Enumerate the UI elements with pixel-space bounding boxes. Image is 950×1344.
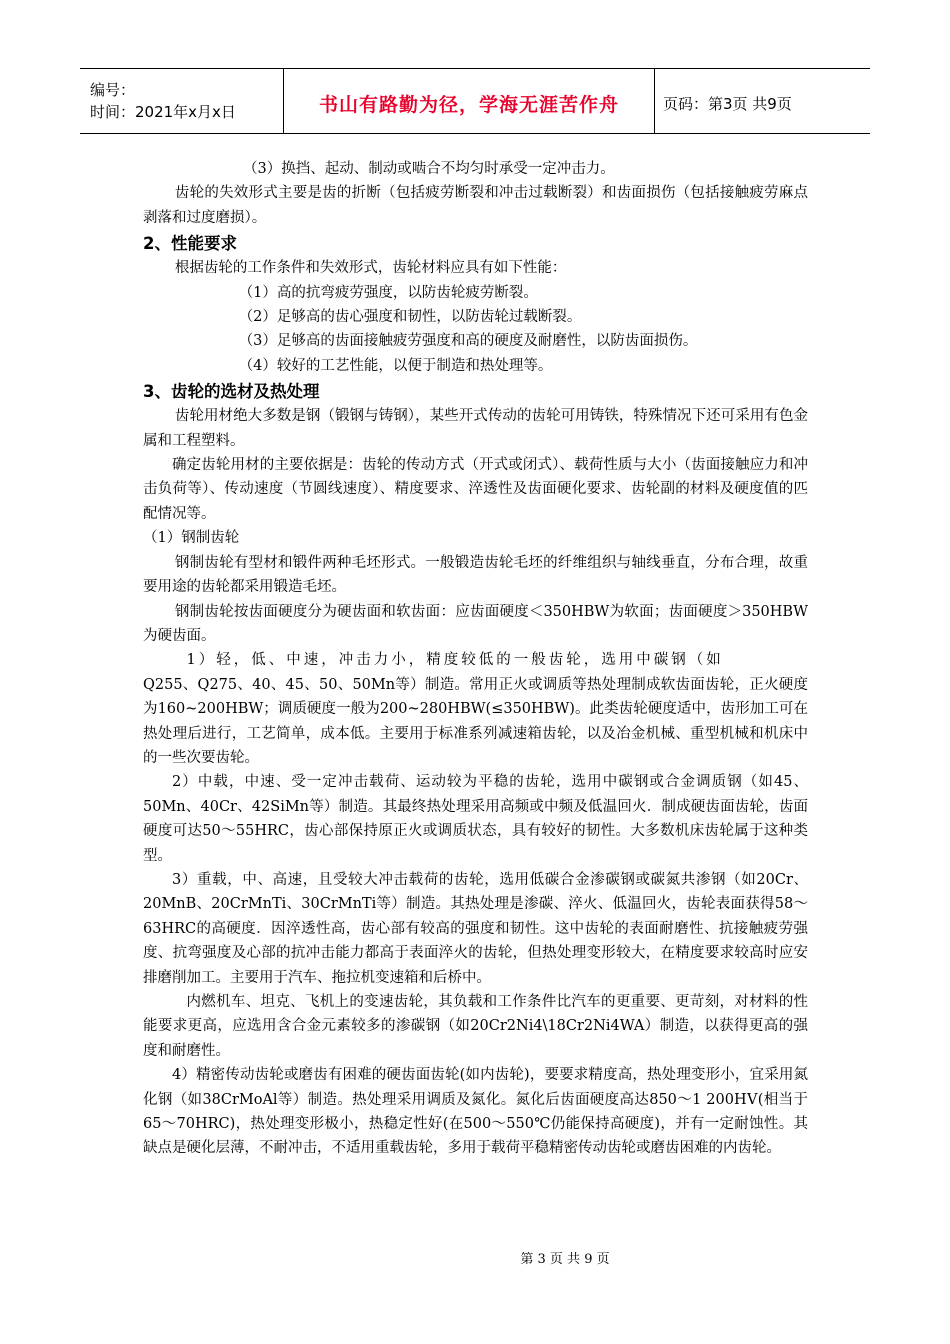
list-item: （4）较好的工艺性能，以便于制造和热处理等。 xyxy=(238,357,553,374)
paragraph: 1）轻，低、中速，冲击力小，精度较低的一般齿轮，选用中碳钢（如 xyxy=(186,652,724,669)
paragraph: 4）精密传动齿轮或磨齿有困难的硬齿面齿轮(如内齿轮)，要要求精度高，热处理变形小，宜采用氮化钢（如38CrMoAl等）制造。热处理采用调质及氮化。氮化后齿面硬度高达850～1 200HⅤ(相当于65～70HRC)，热处理变形极小，热稳定性好(在500～550℃仍能保持高硬度)，并有一定耐蚀性。其缺点是硬化层薄，不耐冲击，不适用重载齿轮，多用于载荷平稳精密传动齿轮或磨齿困难的内齿轮。 xyxy=(143,1067,808,1157)
paragraph: 齿轮用材绝大多数是钢（锻钢与铸钢），某些开式传动的齿轮可用铸铁，特殊情况下还可采用有色金属和工程塑料。 xyxy=(143,408,808,449)
date-label: 时间：2021年x月x日 xyxy=(90,103,236,121)
paragraph: 内燃机车、坦克、飞机上的变速齿轮，其负载和工作条件比汽车的更重要、更苛刻，对材料的性能要求更高，应选用含合金元素较多的渗碳钢（如20Cr2Ni4\18Cr2Ni4WA）制造，以获得更高的强度和耐磨性。 xyxy=(143,994,808,1059)
paragraph: 钢制齿轮有型材和锻件两种毛坯形式。一般锻造齿轮毛坯的纤维组织与轴线垂直，分布合理，故重要用途的齿轮都采用锻造毛坯。 xyxy=(143,554,808,596)
paragraph: 根据齿轮的工作条件和失效形式，齿轮材料应具有如下性能： xyxy=(174,260,567,277)
paragraph: Q255、Q275、40、45、50、50Mn等）制造。常用正火或调质等热处理制成软齿面齿轮，正火硬度为160~200HBW；调质硬度一般为200~280HBW(≤350HBW)。此类齿轮硬度适中，齿形加工可在热处理后进行，工艺简单，成本低。主要用于标准系列减速箱齿轮，以及冶金机械、重型机械和机床中的一些次要齿轮。 xyxy=(143,676,808,766)
paragraph: 3）重载，中、高速，且受较大冲击载荷的齿轮，选用低碳合金渗碳钢或碳氮共渗钢（如20Cr、20MnB、20CrMnTi、30CrMnTi等）制造。其热处理是渗碳、淬火、低温回火，齿轮表面获得58～63HRC的高硬度．因淬透性高，齿心部有较高的强度和韧性。这中齿轮的表面耐磨性、抗接触疲劳强度、抗弯强度及心部的抗冲击能力都高于表面淬火的齿轮，但热处理变形较大，在精度要求较高时应安排磨削加工。主要用于汽车、拖拉机变速箱和后桥中。 xyxy=(143,871,808,986)
paragraph: （3）换挡、起动、制动或啮合不均匀时承受一定冲击力。 xyxy=(243,161,615,177)
section-heading: 2、性能要求 xyxy=(143,234,237,254)
paragraph: 确定齿轮用材的主要依据是：齿轮的传动方式（开式或闭式）、载荷性质与大小（齿面接触应力和冲击负荷等）、传动速度（节圆线速度）、精度要求、淬透性及齿面硬化要求、齿轮副的材料及硬度值的匹配情况等。 xyxy=(143,457,808,522)
section-heading: 3、齿轮的选材及热处理 xyxy=(143,382,320,402)
header-page-label: 页码：第3页 共9页 xyxy=(663,94,792,113)
list-item: （2）足够高的齿心强度和韧性，以防齿轮过载断裂。 xyxy=(238,309,582,326)
list-item: （3）足够高的齿面接触疲劳强度和高的硬度及耐磨性，以防齿面损伤。 xyxy=(238,333,698,350)
header-motto: 书山有路勤为径，学海无涯苦作舟 xyxy=(283,69,655,133)
paragraph: 2）中载，中速、受一定冲击载荷、运动较为平稳的齿轮，选用中碳钢或合金调质钢（如45、50Mn、40Cr、42SiMn等）制造。其最终热处理采用高频或中频及低温回火．制成硬齿面齿轮，齿面硬度可达50～55HRC，齿心部保持原正火或调质状态，具有较好的韧性。大多数机床齿轮属于这种类型。 xyxy=(143,774,808,864)
paragraph: 钢制齿轮按齿面硬度分为硬齿面和软齿面：应齿面硬度＜350HBW为软面；齿面硬度＞350HBW为硬齿面。 xyxy=(143,603,808,644)
list-item: （1）高的抗弯疲劳强度，以防齿轮疲劳断裂。 xyxy=(238,284,538,301)
paragraph: 齿轮的失效形式主要是齿的折断（包括疲劳断裂和冲击过载断裂）和齿面损伤（包括接触疲劳麻点剥落和过度磨损）。 xyxy=(143,185,808,226)
header-meta xyxy=(80,69,283,133)
subsection-heading: （1）钢制齿轮 xyxy=(143,530,240,547)
document-body xyxy=(143,157,808,1161)
page-footer: 第 3 页 共 9 页 xyxy=(520,1252,610,1267)
page-header xyxy=(80,68,870,134)
serial-label: 编号： xyxy=(90,81,136,99)
